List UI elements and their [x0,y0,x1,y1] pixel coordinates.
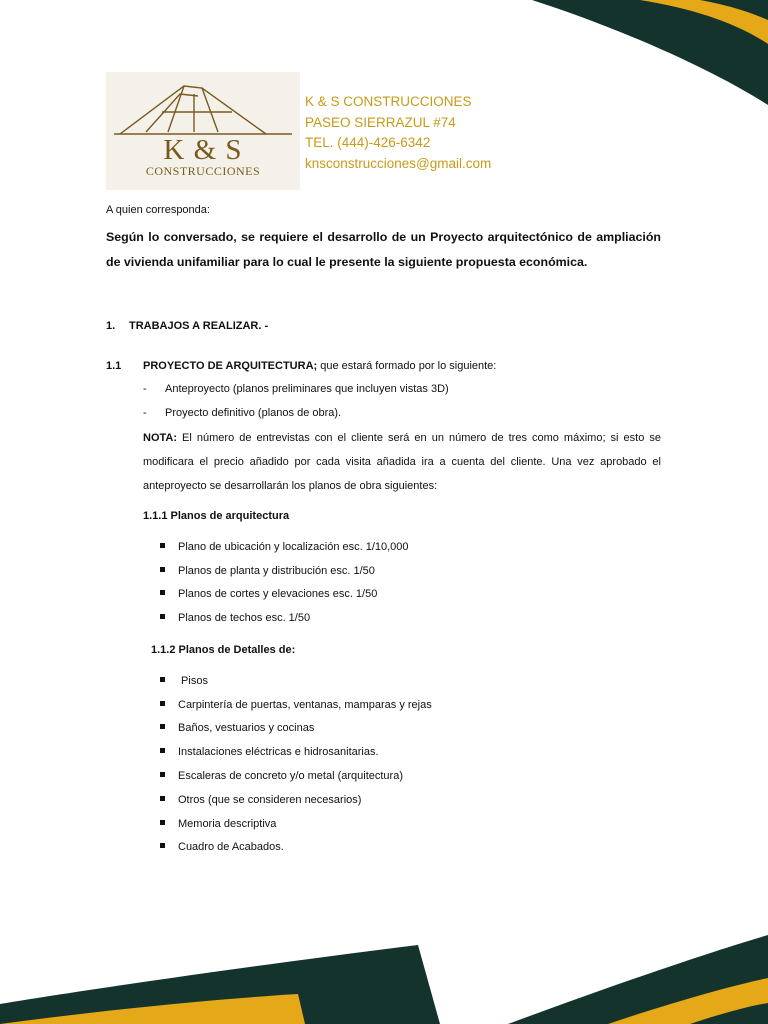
bullet-square-icon [160,748,165,753]
list-item: Otros (que se consideren necesarios) [160,794,165,806]
dash-marker: - [143,383,147,395]
company-name: K & S CONSTRUCCIONES [305,94,472,109]
company-logo [106,72,300,190]
bullet-square-icon [160,796,165,801]
note-text: El número de entrevistas con el cliente será en un número de tres como máximo; si esto se modificara el precio añadido por cada visita añadida ira a cuenta del cliente. Una vez aprobado el anteproyecto se desarrollarán los planos de obra siguientes: [143,432,661,492]
note-label: NOTA: [143,432,178,444]
bullet-square-icon [160,843,165,848]
list-item: Plano de ubicación y localización esc. 1/10,000 [160,541,165,553]
bullet-square-icon [160,772,165,777]
bullet-square-icon [160,543,165,548]
bullet-square-icon [160,820,165,825]
bullet-square-icon [160,590,165,595]
company-phone: TEL. (444)-426-6342 [305,135,431,150]
logo-subtitle: CONSTRUCCIONES [145,164,261,178]
bullet-square-icon [160,701,165,706]
section-1-1-1-title: 1.1.1 Planos de arquitectura [143,510,290,522]
bottom-left-corner-decoration [0,945,440,1024]
top-right-corner-decoration [532,0,768,105]
greeting: A quien corresponda: [106,204,210,216]
list-item: Escaleras de concreto y/o metal (arquitectura) [160,770,165,782]
section-1-1-heading [143,360,496,372]
list-item: Planos de cortes y elevaciones esc. 1/50 [160,588,165,600]
company-email: knsconstrucciones@gmail.com [305,155,492,171]
list-item: Instalaciones eléctricas e hidrosanitarias. [160,746,165,758]
section-1-title: TRABAJOS A REALIZAR. - [129,320,269,332]
section-1-1-title-rest: que estará formado por lo siguiente: [317,360,497,372]
list-item: Planos de planta y distribución esc. 1/50 [160,565,165,577]
dash-item-anteproyecto: Anteproyecto (planos preliminares que incluyen vistas 3D) [165,383,449,395]
company-contact-block [305,92,491,174]
intro-paragraph: Según lo conversado, se requiere el desarrollo de un Proyecto arquitectónico de ampliación de vivienda unifamiliar para lo cual le presente la siguiente propuesta económica. [106,230,661,269]
list-item: Carpintería de puertas, ventanas, mamparas y rejas [160,699,165,711]
dash-marker: - [143,407,147,419]
dash-item-proyecto-definitivo: Proyecto definitivo (planos de obra). [165,407,342,419]
section-1-1-2-title: 1.1.2 Planos de Detalles de: [151,644,296,656]
list-item: Baños, vestuarios y cocinas [160,722,165,734]
note-paragraph [143,427,661,498]
bottom-right-corner-decoration [508,935,768,1024]
list-item: Cuadro de Acabados. [160,841,165,853]
section-1-number: 1. [106,320,116,332]
bullet-square-icon [160,724,165,729]
logo-initials: K & S [163,134,243,166]
section-1-1-title: PROYECTO DE ARQUITECTURA; [143,360,318,372]
house-roof-icon [106,72,300,142]
list-item: Memoria descriptiva [160,818,165,830]
company-address: PASEO SIERRAZUL #74 [305,114,456,130]
bullet-square-icon [160,677,165,682]
bullet-square-icon [160,614,165,619]
list-item: Pisos [160,675,165,687]
section-1-1-number: 1.1 [106,360,122,372]
bullet-square-icon [160,567,165,572]
list-item: Planos de techos esc. 1/50 [160,612,165,624]
